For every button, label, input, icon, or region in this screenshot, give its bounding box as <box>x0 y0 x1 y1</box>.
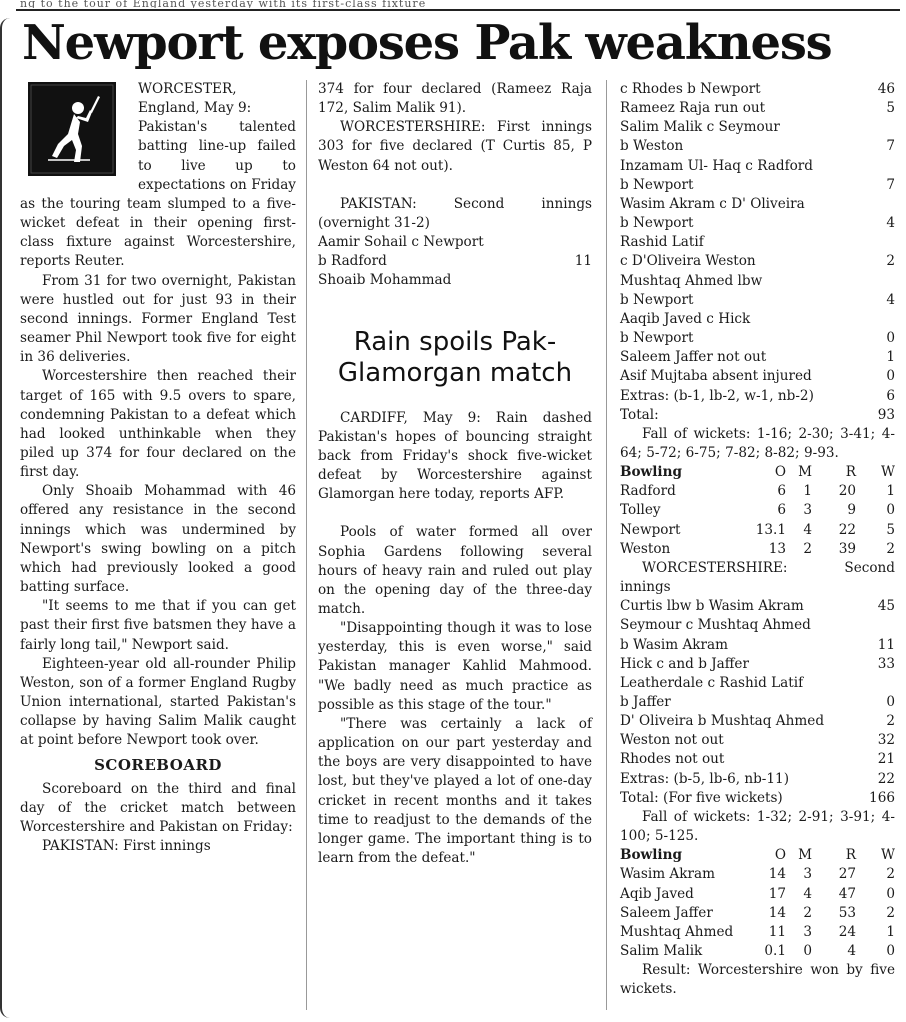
bowler-name: Saleem Jaffer <box>620 904 713 921</box>
bowling-figure: 3 <box>803 502 812 519</box>
pak-batting-list <box>620 80 895 425</box>
batting-row <box>620 329 895 348</box>
batsman-entry: Aaqib Javed c Hick <box>620 310 751 327</box>
runs: 6 <box>886 387 895 404</box>
scorecard-column <box>620 80 895 1000</box>
bowler-name: Wasim Akram <box>620 866 715 883</box>
bowling-row <box>620 501 895 520</box>
batting-row <box>620 310 895 329</box>
batsman-entry: Asif Mujtaba absent injured <box>620 368 812 385</box>
bowler-name: Tolley <box>620 502 661 519</box>
batsman-entry: Leatherdale c Rashid Latif <box>620 674 804 691</box>
bowling-figure: 6 <box>777 483 786 500</box>
batting-row <box>620 291 895 310</box>
paragraph: Worcestershire then reached their target of 165 with 9.5 overs to spare, condemning Pakistan to a defeat which had looked unthinkable when they piled up 374 for four declared on the first day. <box>20 368 296 481</box>
batting-row: Aamir Sohail c Newport <box>318 234 484 251</box>
bowling-row <box>620 923 895 942</box>
runs: 11 <box>877 636 895 653</box>
previous-article-fragment: ng to the tour of England yesterday with its first-class fixture <box>20 0 427 8</box>
bowling-figure: 47 <box>838 885 856 902</box>
batting-row <box>620 597 895 616</box>
batting-row <box>620 636 895 655</box>
bowling-figure: 22 <box>838 521 856 538</box>
bowling-figure: 24 <box>838 923 856 940</box>
batsman-entry: Rameez Raja run out <box>620 100 766 117</box>
runs: 166 <box>869 789 895 806</box>
batsman-entry: b Newport <box>620 330 694 347</box>
sidebar-headline: Rain spoils Pak-Glamorgan match <box>337 326 573 388</box>
runs: 1 <box>886 349 895 366</box>
batsman-entry: Curtis lbw b Wasim Akram <box>620 598 804 615</box>
batting-row <box>620 387 895 406</box>
batting-row <box>620 348 895 367</box>
bowling-figure: 4 <box>803 521 812 538</box>
batting-row <box>620 731 895 750</box>
batsman-entry: Inzamam Ul- Haq c Radford <box>620 157 814 174</box>
bowling-figure: 2 <box>886 866 895 883</box>
bowling-row <box>620 540 895 559</box>
bowling-figure: 14 <box>768 866 786 883</box>
sidebar-paragraph: "There was certainly a lack of application on our part yesterday and the boys are very disappointed to have lost, but they've played a lot of one-day cricket in recent months and it takes time to readjust to the demands of the longer game. The important thing is to learn from the defeat." <box>318 715 592 866</box>
batsman-entry: Extras: (b-1, lb-2, w-1, nb-2) <box>620 387 814 404</box>
batting-row <box>620 118 895 137</box>
bowling-row <box>620 865 895 884</box>
runs: 5 <box>886 100 895 117</box>
bowling-figure: 2 <box>886 904 895 921</box>
batting-row <box>620 789 895 808</box>
batsman-entry: D' Oliveira b Mushtaq Ahmed <box>620 713 825 730</box>
sidebar-paragraph: CARDIFF, May 9: Rain dashed Pakistan's hopes of bouncing straight back from Friday's shock five-wicket defeat by Worcestershire against Glamorgan here today, reports AFP. <box>318 409 592 503</box>
runs: 4 <box>886 215 895 232</box>
bowling-figure: 14 <box>768 904 786 921</box>
batsman-entry: b Newport <box>620 291 694 308</box>
runs: 0 <box>886 330 895 347</box>
batsman-entry: Rhodes not out <box>620 751 725 768</box>
sidebar-paragraph: "Disappointing though it was to lose yesterday, this is even worse," said Pakistan manager Kahlid Mahmood. "We badly need as much practice as possible as this stage of the tour." <box>318 620 592 713</box>
runs: 46 <box>877 81 895 97</box>
runs: 45 <box>877 598 895 615</box>
bowler-name: Aqib Javed <box>620 885 694 902</box>
pak-first-innings-label: PAKISTAN: First innings <box>42 838 211 855</box>
bowling-figure: 0 <box>803 943 812 960</box>
pak-bowling-table <box>620 865 895 961</box>
column-2 <box>318 80 592 868</box>
batsman-entry: Rashid Latif <box>620 234 704 251</box>
headline: Newport exposes Pak weakness <box>22 15 832 71</box>
batting-row <box>620 367 895 386</box>
column-divider <box>606 80 607 1010</box>
bowling-figure: 39 <box>838 540 856 557</box>
runs: 21 <box>877 751 895 768</box>
batsman-entry: b Wasim Akram <box>620 636 728 653</box>
bowling-figure: 13 <box>768 540 786 557</box>
cricket-batsman-logo <box>28 82 116 176</box>
batsman-entry: c D'Oliveira Weston <box>620 253 756 270</box>
wor-bowling-table <box>620 482 895 559</box>
batsman-entry: Saleem Jaffer not out <box>620 349 767 366</box>
pak-first-innings-score: 374 for four declared (Rameez Raja 172, Salim Malik 91). <box>318 81 592 117</box>
bowling-figure: 17 <box>768 885 786 902</box>
pak-fall-of-wickets: Fall of wickets: 1-16; 2-30; 3-41; 4-64; 5-72; 6-75; 7-82; 8-82; 9-93. <box>620 425 895 461</box>
batsman-entry: Total: (For five wickets) <box>620 789 783 806</box>
batsman-entry: b Weston <box>620 138 684 155</box>
scoreboard-intro: Scoreboard on the third and final day of the cricket match between Worcestershire and Pakistan on Friday: <box>20 780 296 835</box>
runs: 2 <box>886 713 895 730</box>
bowling-header: Bowling O M R W <box>620 847 895 864</box>
batting-row <box>620 272 895 291</box>
column-divider <box>306 80 307 1010</box>
batting-row <box>620 214 895 233</box>
batting-row: b Radford 11 <box>318 253 592 270</box>
bowling-figure: 0 <box>886 885 895 902</box>
bowling-figure: 20 <box>838 483 856 500</box>
bowling-figure: 0 <box>886 502 895 519</box>
batsman-entry: b Newport <box>620 176 694 193</box>
bowling-row <box>620 885 895 904</box>
batting-row <box>620 674 895 693</box>
bowling-figure: 6 <box>777 502 786 519</box>
runs: 0 <box>886 694 895 710</box>
batsman-icon <box>28 82 116 176</box>
bowling-figure: 53 <box>838 904 856 921</box>
batsman-entry: Salim Malik c Seymour <box>620 119 780 136</box>
sidebar-paragraph: Pools of water formed all over Sophia Gardens following several hours of heavy rain and ruled out play on the opening day of the three-day match. <box>318 524 592 617</box>
bowling-figure: 11 <box>768 923 786 940</box>
runs: 4 <box>886 291 895 308</box>
bowling-figure: 3 <box>803 923 812 940</box>
bowling-figure: 2 <box>803 540 812 557</box>
bowling-figure: 2 <box>803 904 812 921</box>
batting-row <box>620 252 895 271</box>
bowler-name: Weston <box>620 540 671 557</box>
batting-row <box>620 233 895 252</box>
bowler-name: Newport <box>620 521 681 538</box>
main-story-column-1 <box>20 80 296 856</box>
paragraph: Pakistan's talented batting line-up failed to live up to expectations on Friday as the touring team slumped to a five-wicket defeat in their opening first-class fixture against Worcestershire, reports Reuter. <box>20 119 296 270</box>
bowling-row <box>620 942 895 961</box>
batsman-entry: b Jaffer <box>620 694 671 710</box>
runs: 7 <box>886 176 895 193</box>
bowling-header: Bowling O M R W <box>620 464 895 481</box>
bowling-row <box>620 521 895 540</box>
batting-row <box>620 750 895 769</box>
bowler-name: Salim Malik <box>620 943 703 960</box>
batting-row <box>620 655 895 674</box>
batsman-entry: c Rhodes b Newport <box>620 81 761 97</box>
bowler-name: Radford <box>620 483 676 500</box>
bowling-figure: 4 <box>803 885 812 902</box>
batting-row: Shoaib Mohammad <box>318 272 452 289</box>
runs: 33 <box>877 655 895 672</box>
batting-row <box>620 137 895 156</box>
batsman-entry: b Newport <box>620 215 694 232</box>
bowling-figure: 3 <box>803 866 812 883</box>
bowling-figure: 1 <box>803 483 812 500</box>
bowling-figure: 1 <box>886 923 895 940</box>
runs: 93 <box>877 406 895 423</box>
runs: 22 <box>877 770 895 787</box>
batsman-entry: Hick c and b Jaffer <box>620 655 749 672</box>
bowling-figure: 1 <box>886 483 895 500</box>
clipping-edge <box>0 18 12 1018</box>
batsman-entry: Extras: (b-5, lb-6, nb-11) <box>620 770 790 787</box>
batting-row <box>620 80 895 99</box>
wor-batting-list <box>620 597 895 808</box>
match-result: Result: Worcestershire won by five wickets. <box>620 962 895 998</box>
paragraph: Only Shoaib Mohammad with 46 offered any resistance in the second innings which was undermined by Newport's swing bowling on a pitch which had previously looked a good batting surface. <box>20 483 296 596</box>
scoreboard-title: SCOREBOARD <box>94 756 222 775</box>
runs: 32 <box>877 732 895 749</box>
batsman-entry: Mushtaq Ahmed lbw <box>620 272 763 289</box>
bowling-figure: 27 <box>838 866 856 883</box>
batsman-entry: Total: <box>620 406 659 423</box>
runs: 7 <box>886 138 895 155</box>
batting-row <box>620 157 895 176</box>
dateline: WORCESTER, England, May 9: <box>138 81 252 117</box>
wor-second-innings-label: WORCESTERSHIRE: Second innings <box>620 559 895 596</box>
bowling-figure: 5 <box>886 521 895 538</box>
batting-row <box>620 99 895 118</box>
bowling-figure: 4 <box>847 943 856 960</box>
bowling-figure: 0.1 <box>764 943 786 960</box>
bowling-figure: 9 <box>847 502 856 519</box>
top-rule <box>16 9 900 11</box>
bowling-row <box>620 904 895 923</box>
bowler-name: Mushtaq Ahmed <box>620 923 734 940</box>
paragraph: Eighteen-year old all-rounder Philip Weston, son of a former England Rugby Union international, started Pakistan's collapse by having Salim Malik caught at point before Newport took over. <box>20 655 296 749</box>
batsman-entry: Seymour c Mushtaq Ahmed <box>620 617 811 634</box>
bowling-row <box>620 482 895 501</box>
runs: 2 <box>886 253 895 270</box>
batting-row <box>620 693 895 712</box>
batsman-entry: Wasim Akram c D' Oliveira <box>620 195 805 212</box>
bowling-figure: 13.1 <box>755 521 786 538</box>
wor-first-innings: WORCESTERSHIRE: First innings 303 for five declared (T Curtis 85, P Weston 64 not out). <box>318 119 592 174</box>
batting-row <box>620 616 895 635</box>
pak-second-innings-label: PAKISTAN: Second innings (overnight 31-2) <box>318 195 592 231</box>
bowling-figure: 0 <box>886 943 895 960</box>
paragraph: "It seems to me that if you can get past their first five batsmen they have a fairly long tail," Newport said. <box>20 598 296 653</box>
batting-row <box>620 176 895 195</box>
bowling-figure: 2 <box>886 540 895 557</box>
runs: 0 <box>886 368 895 385</box>
batting-row <box>620 770 895 789</box>
wor-fall-of-wickets: Fall of wickets: 1-32; 2-91; 3-91; 4-100; 5-125. <box>620 808 895 845</box>
batting-row <box>620 406 895 425</box>
batting-row <box>620 195 895 214</box>
batting-row <box>620 712 895 731</box>
batsman-entry: Weston not out <box>620 732 724 749</box>
paragraph: From 31 for two overnight, Pakistan were hustled out for just 93 in their second innings. Former England Test seamer Phil Newport took five for eight in 36 deliveries. <box>20 272 296 366</box>
